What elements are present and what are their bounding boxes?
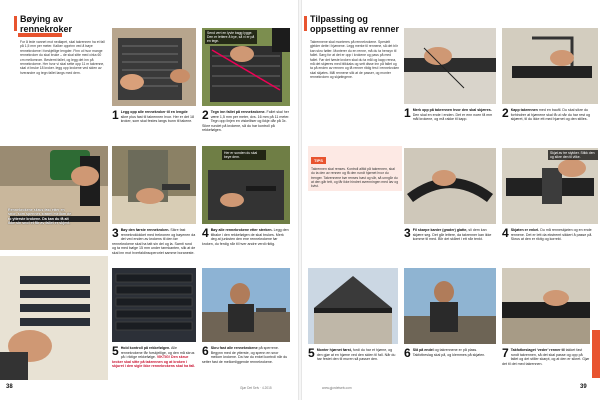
step-number: 6 <box>202 344 209 358</box>
left-footer: Gjør Det Selv · 4.2015 <box>240 386 272 390</box>
step-text: med en baufil. Du skal sikre du forhindrer at hjørnene skal få ut når du har rest og skjæret, til du ikke ett med hjørnet og den stilles. <box>510 108 590 121</box>
step-number: 4 <box>202 226 209 240</box>
step-4 <box>202 228 290 246</box>
r-step-3 <box>404 228 496 242</box>
right-footer: www.gjordetselv.com <box>322 386 352 390</box>
step-text: Du må renneskjøten og en ende rennene. Det er lett da ekstremt sikkert å passe på. Skrus at den er riktig og korrekt. <box>510 228 593 241</box>
left-intro-text: For å lede vannet mot nedløpet, skal takrennen ha et fall på 1,5 mm per meter. Kalker opprinn ved å bøye rennekrokene i forskjellige lengder. Finn ut hvor mange rennekroker du skal bruke – de skal sitte med cirka 60 cm mellomrom. Bestemt fallet, og legg det inn på rennekrokene. Her hvor vi skal sette opp 11 m takrenne, skal vi bruke 18 kroker. legg opp krokene ved siden av hverandre og tegn fallet langs med dem. <box>20 40 105 75</box>
step-heading: Legg opp alle rennekroker til en lengde <box>120 110 188 114</box>
photo-step-6 <box>202 268 290 342</box>
step-number: 3 <box>112 226 119 240</box>
step-5 <box>112 346 196 369</box>
step-text: på sperrene. Begynn med de ytterste, og spenn en snor mellom krokene. Da har du enkel kontroll når du setter fast de mellomliggende rennekrokene. <box>202 346 288 364</box>
step-number: 3 <box>404 226 411 240</box>
step-text: Alle rennekrokene får forskjellige, og den må skrus på i riktige rekkefølge. <box>120 346 195 359</box>
title-accent-bar <box>304 16 307 31</box>
photo-step-5 <box>112 268 196 342</box>
title-accent-bar <box>14 16 17 31</box>
photo-r-step-5 <box>308 268 398 344</box>
right-intro-text: Takrennene skal monteres på rennekrokene. Spesielt gjelder dette i hjørnene. Legg merke til rennene, så det blir kan skru føtter. Monterer du en renne, må du ta hensyn til fallet. Sørg for at det er opp i krokene og pass på med fallet. Før det første kroken skal du ta mål og kapp renna, må det skjæres med blikkaks og sett disse inn på fallet og ta på enden av rennen og få renner riktig fest i rennekroken skal skjøtes. Mål rennene slik at de passer, og monter rennekroken og skjøtingene. <box>310 40 400 80</box>
step-heading: Hold kontroll på rekkefølgen. <box>120 346 171 350</box>
step-heading: Monter hjørnet først, <box>316 348 352 352</box>
right-page <box>302 0 600 400</box>
r-step-6 <box>404 348 496 359</box>
step-heading: Skjøten er enkel. <box>510 228 540 232</box>
step-6 <box>202 346 290 364</box>
caption-bend: Skjøt av tre stykker. Stikk den og sikre den til vilke. <box>548 150 598 160</box>
step-text: sikre plus fast til takrennen hvor. Her er det 18 kroker, som skal festes langs bunn til takene. <box>120 114 194 123</box>
r-step-5 <box>308 348 398 362</box>
step-heading: Skru fast alle rennekrokene <box>210 346 258 350</box>
step-heading: Slå på endel <box>412 348 434 352</box>
photo-step-1 <box>112 28 196 106</box>
tip-box <box>308 146 402 191</box>
step-heading: Takfotbeslaget ‘veder’ renner til <box>510 348 565 352</box>
step-heading: Tegn inn fallet på rennekrokene. <box>210 110 266 114</box>
step-number: 2 <box>502 106 509 120</box>
step-text: fordi du har et hjørne, og den gjør at en hjørne ved den siden til fall. Når du har festet den til muren så passer den. <box>316 348 396 361</box>
step-3 <box>112 228 196 255</box>
step-1 <box>112 110 196 124</box>
photo-r-step-2 <box>502 28 598 104</box>
photo-r-step-7 <box>502 268 590 344</box>
right-title-line2: oppsetting av renner <box>310 24 400 34</box>
r-step-1 <box>404 108 496 122</box>
left-page <box>0 0 298 400</box>
callout-snor: Rennekrokene skrus fast etter en snor, som spennes stramt mellom de to ytterste krokene. Da kan du få alt ikke sin snol et får av fallet er skjevt. <box>8 208 72 226</box>
step-number: 7 <box>502 346 509 360</box>
step-number: 1 <box>404 106 411 120</box>
caption-mid: Her er sonden du skal beye dem. <box>222 150 266 160</box>
step-text: Sikre fast rennekroklokket med trekronen og bøyenen da det ved enden av krokens til den før rennekrokene skal ha tatt sin del og la. Samti rund og ta med bølge 15 mm under tarmkanten, slik at de skal inn mot hverfaldinsoperoriet samme boraneste. <box>112 228 196 255</box>
step-heading: Merk opp på takrennen hvor den skal skjæres. <box>412 108 492 112</box>
step-text: Fallet skal her være 1,5 mm per meter, dvs. 16 mm på 11 meter. Tegn opp linjen en viskelliser og ikkje dår på 3x. Sikre rundet på krokene, så du har kontroll på rekkefølgen. <box>202 110 290 132</box>
photo-drill <box>0 146 108 250</box>
step-heading: Bøy alle rennekrokene etter streken. <box>210 228 273 232</box>
right-title-line1: Tilpassing og <box>310 14 368 24</box>
left-page-number: 38 <box>6 384 13 390</box>
photo-step-3 <box>112 146 196 224</box>
left-title-line2: rennekroker <box>20 24 73 34</box>
step-heading: Fil skarpe kanter (grader) glatte, <box>412 228 468 232</box>
photo-r-step-3 <box>404 148 496 224</box>
step-number: 2 <box>202 108 209 122</box>
step-text: Den skal en ende i enden. Det er enn noen få mm mål krokene, og må rakke til kapp. <box>412 112 493 121</box>
caption-top: Send vert en lyvle bagg lygge. Den er lettere å bye, så vi er på en tegn. <box>205 30 257 44</box>
step-number: 1 <box>112 108 119 122</box>
step-number: 5 <box>308 346 315 360</box>
step-heading: Kapp takrennen <box>510 108 538 112</box>
step-text: og takrennene er på plass. Takfotbeslag skal på, og klemmes på skjøten. <box>412 348 486 357</box>
step-number: 4 <box>502 226 509 240</box>
step-2 <box>202 110 290 133</box>
section-tab <box>592 330 600 378</box>
step-heading: Bøy den første rennekroken. <box>120 228 170 232</box>
step-number: 6 <box>404 346 411 360</box>
step-text: takket fast rundt takrennen, så det skal passe og opp på fallet og det stiller skarpt, og at den er sikret. Gjør det til det med takrennen. <box>502 348 590 366</box>
tip-label: TIPS <box>311 157 326 164</box>
r-step-2 <box>502 108 598 122</box>
photo-r-step-6 <box>404 268 496 344</box>
step-text: sli dem kan skjære seg. Det går lettere, da takrenner kan ikke komme til med. Blir det skåret i ett når tenkt. <box>412 228 492 241</box>
step-warning: VIKTIG! Den skrue kroker skal sitte på takrennen og at kroken i skjuret i den sigle ikke rennekrokens skal ha fall. <box>112 355 196 368</box>
left-title-line1: Bøying av <box>20 14 64 24</box>
r-step-7 <box>502 348 590 366</box>
step-text: Legg den tilbake i den rekkefølgen de skal brukes. Merk deg at junksten den ene rennekrokene før kroken, du ferdig når til hver andre verdi riktig. <box>202 228 289 246</box>
photo-r-step-1 <box>404 28 496 104</box>
tip-text: Takrennen skal renses. Kontroll alltid på takrennen, skal du ta den av rennen og få den rundt hjørnet hvor du trenger. Takrennene bør renses høst og vår, så unngår du at den går tett, og får ikke hindret avrenningen med løv og kvist. <box>311 167 399 189</box>
r-step-4 <box>502 228 598 242</box>
step-number: 5 <box>112 344 119 358</box>
right-page-number: 39 <box>580 384 587 390</box>
photo-rennekroker <box>0 256 108 380</box>
